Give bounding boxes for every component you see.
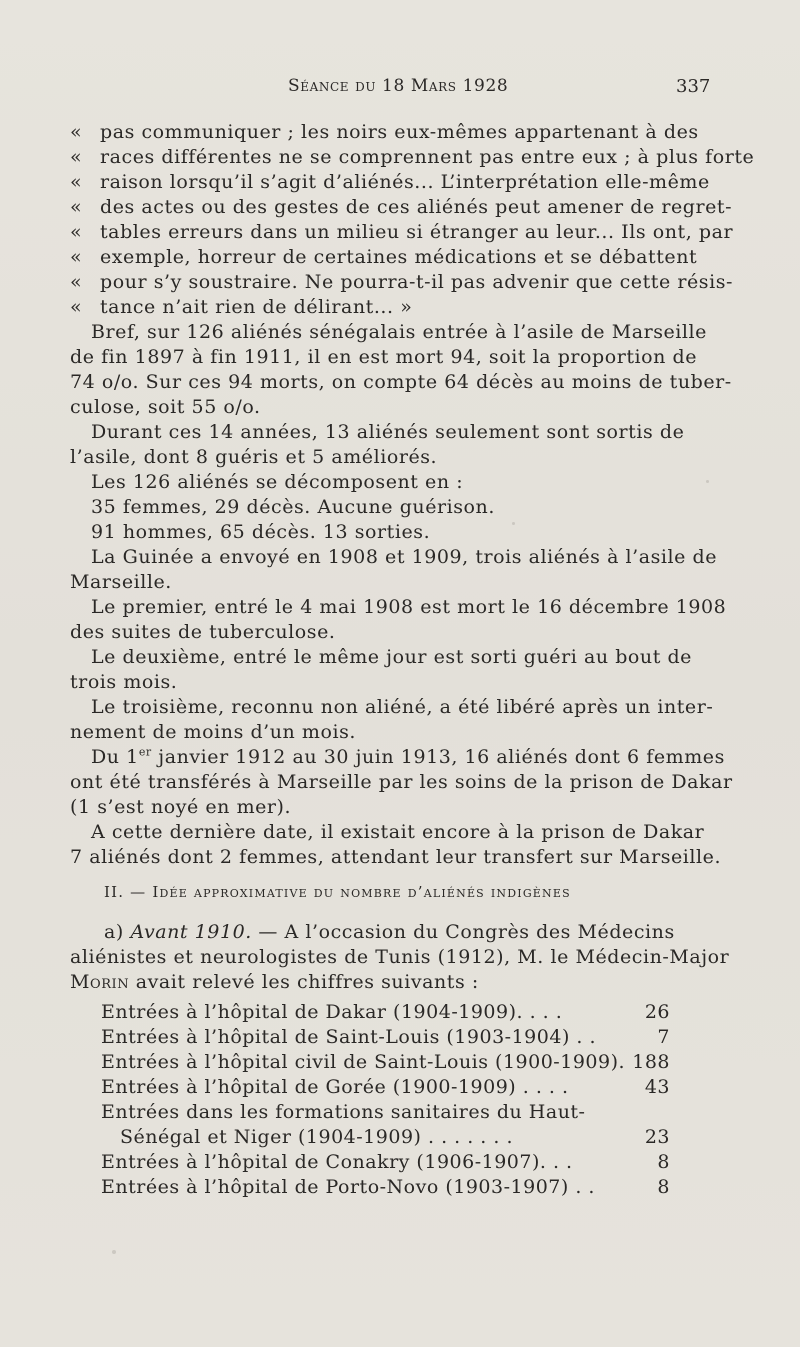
- paragraph-line: Du 1er janvier 1912 au 30 juin 1913, 16 aliénés dont 6 femmes: [91, 745, 725, 768]
- quote-line: « des actes ou des gestes de ces aliénés peut amener de regret-: [70, 196, 733, 218]
- paragraph-line: des suites de tuberculose.: [70, 621, 336, 643]
- paragraph-line: culose, soit 55 o/o.: [70, 396, 261, 418]
- table-row-label: Entrées dans les formations sanitaires du Haut-: [101, 1101, 586, 1123]
- table-row-label: Entrées à l’hôpital de Conakry (1906-1907). . .: [101, 1151, 573, 1173]
- paragraph-line: La Guinée a envoyé en 1908 et 1909, trois aliénés à l’asile de: [91, 546, 718, 568]
- paragraph-line: Le troisième, reconnu non aliéné, a été libéré après un inter-: [91, 696, 714, 718]
- table-row: [0, 1050, 800, 1075]
- table-row-value: 26: [644, 1001, 670, 1023]
- table-row-value: 188: [632, 1051, 670, 1073]
- paragraph-line: nement de moins d’un mois.: [70, 721, 356, 743]
- author-name: Morin: [70, 971, 130, 993]
- quote-line: « raison lorsqu’il s’agit d’aliénés... L’interprétation elle-même: [70, 171, 710, 193]
- quote-line: « races différentes ne se comprennent pas entre eux ; à plus forte: [70, 146, 755, 168]
- paper-speck: [512, 522, 515, 525]
- table-row: [0, 1150, 800, 1175]
- paragraph-line: a) Avant 1910. — A l’occasion du Congrès des Médecins: [104, 921, 675, 943]
- table-row-value: 8: [657, 1176, 670, 1198]
- paragraph-line: de fin 1897 à fin 1911, il en est mort 94, soit la proportion de: [70, 346, 698, 368]
- paragraph-line: A cette dernière date, il existait encore à la prison de Dakar: [91, 821, 705, 843]
- table-row-label: Entrées à l’hôpital civil de Saint-Louis (1900-1909).: [101, 1051, 626, 1073]
- paragraph-line: Bref, sur 126 aliénés sénégalais entrée à l’asile de Marseille: [91, 321, 707, 343]
- paragraph-line: 35 femmes, 29 décès. Aucune guérison.: [91, 496, 495, 518]
- quote-line: « tables erreurs dans un milieu si étranger au leur... Ils ont, par: [70, 221, 734, 243]
- quote-line: « exemple, horreur de certaines médications et se débattent: [70, 246, 698, 268]
- table-row-label: Sénégal et Niger (1904-1909) . . . . . . .: [120, 1126, 514, 1148]
- paragraph-line: 7 aliénés dont 2 femmes, attendant leur transfert sur Marseille.: [70, 846, 722, 868]
- table-row: [0, 1100, 800, 1125]
- table-row-label: Entrées à l’hôpital de Saint-Louis (1903-1904) . .: [101, 1026, 597, 1048]
- paper-speck: [112, 1250, 116, 1254]
- section-title: II. — Idée approximative du nombre d’aliénés indigènes: [104, 883, 571, 901]
- paragraph-line: Durant ces 14 années, 13 aliénés seulement sont sortis de: [91, 421, 685, 443]
- page-number: 337: [676, 76, 711, 97]
- paragraph-line: Marseille.: [70, 571, 172, 593]
- table-row: [0, 1025, 800, 1050]
- page-header: [0, 76, 800, 102]
- paragraph-line: aliénistes et neurologistes de Tunis (1912), M. le Médecin-Major: [70, 946, 730, 968]
- table-row-value: 43: [644, 1076, 670, 1098]
- paragraph-line: 91 hommes, 65 décès. 13 sorties.: [91, 521, 431, 543]
- table-row: [0, 1175, 800, 1200]
- paragraph-line: ont été transférés à Marseille par les soins de la prison de Dakar: [70, 771, 733, 793]
- paragraph-line: (1 s’est noyé en mer).: [70, 796, 292, 818]
- paragraph-line: Le deuxième, entré le même jour est sorti guéri au bout de: [91, 646, 692, 668]
- table-row: [0, 1000, 800, 1025]
- paragraph-line: trois mois.: [70, 671, 178, 693]
- paragraph-line: 74 o/o. Sur ces 94 morts, on compte 64 décès au moins de tuber-: [70, 371, 732, 393]
- table-row: [0, 1125, 800, 1150]
- paragraph-line: Morin avait relevé les chiffres suivants :: [70, 971, 479, 993]
- table-row: [0, 1075, 800, 1100]
- table-row-value: 23: [644, 1126, 670, 1148]
- running-head: Séance du 18 Mars 1928: [288, 76, 509, 96]
- paragraph-line: Les 126 aliénés se décomposent en :: [91, 471, 464, 493]
- table-row-label: Entrées à l’hôpital de Dakar (1904-1909). . . .: [101, 1001, 563, 1023]
- table-row-label: Entrées à l’hôpital de Porto-Novo (1903-1907) . .: [101, 1176, 595, 1198]
- table-row-label: Entrées à l’hôpital de Gorée (1900-1909) . . . .: [101, 1076, 569, 1098]
- quote-line: « tance n’ait rien de délirant... »: [70, 296, 413, 318]
- quote-line: « pour s’y soustraire. Ne pourra-t-il pas advenir que cette résis-: [70, 271, 733, 293]
- table-row-value: 7: [657, 1026, 670, 1048]
- quote-line: « pas communiquer ; les noirs eux-mêmes appartenant à des: [70, 121, 699, 143]
- paper-speck: [706, 480, 709, 483]
- table-row-value: 8: [657, 1151, 670, 1173]
- paragraph-line: Le premier, entré le 4 mai 1908 est mort le 16 décembre 1908: [91, 596, 727, 618]
- paragraph-line: l’asile, dont 8 guéris et 5 améliorés.: [70, 446, 438, 468]
